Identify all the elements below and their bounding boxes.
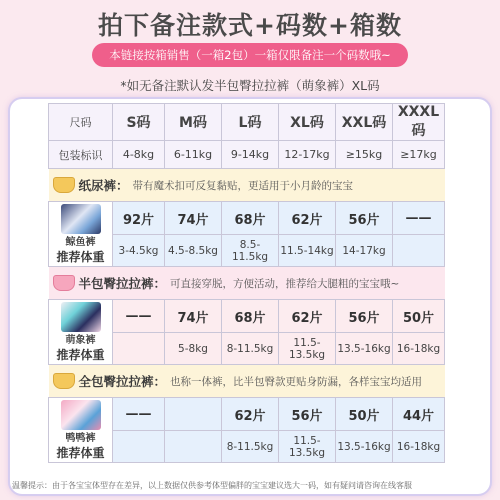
- pack-label: 包装标识: [49, 141, 113, 169]
- pack-value: 9-14kg: [222, 141, 279, 169]
- weight-range: 13.5-16kg: [336, 333, 393, 365]
- size-l: L码: [222, 104, 279, 141]
- piece-count: 62片: [279, 202, 336, 235]
- piece-count: 56片: [336, 202, 393, 235]
- section-header: [49, 365, 445, 398]
- piece-count: ——: [113, 300, 165, 333]
- piece-count: 68片: [222, 300, 279, 333]
- pack-value: 4-8kg: [113, 141, 165, 169]
- weight-range: [393, 235, 445, 267]
- weight-range: 11.5-13.5kg: [279, 431, 336, 463]
- piece-count: 92片: [113, 202, 165, 235]
- weight-range: 8-11.5kg: [222, 333, 279, 365]
- weight-range: 5-8kg: [165, 333, 222, 365]
- weight-range: 13.5-16kg: [336, 431, 393, 463]
- piece-count: 74片: [165, 300, 222, 333]
- recommend-label: 推荐体重: [56, 446, 105, 460]
- diaper-icon: [53, 177, 75, 193]
- pack-value: 12-17kg: [279, 141, 336, 169]
- whale-pants-package-image: [61, 204, 101, 234]
- sales-notice-pill: 本链接按箱销售（一箱2包）一箱仅限备注一个码数哦~: [92, 43, 408, 67]
- pack-value: ≥15kg: [336, 141, 393, 169]
- size-xl: XL码: [279, 104, 336, 141]
- product-cell: [49, 202, 113, 267]
- footer-tip: 温馨提示：由于各宝宝体型存在差异，以上数据仅供参考体型偏胖的宝宝建议选大一码，如有疑问请咨询在线客服: [12, 481, 412, 490]
- section-band: [49, 169, 445, 202]
- size-xxl: XXL码: [336, 104, 393, 141]
- section-title: 纸尿裤：: [78, 178, 129, 193]
- weight-range: [113, 431, 165, 463]
- section-title: 半包臀拉拉裤：: [78, 276, 167, 291]
- piece-count: 74片: [165, 202, 222, 235]
- elephant-pants-package-image: [61, 302, 101, 332]
- product-name: 鸭鸭裤: [65, 433, 96, 444]
- weight-range: 16-18kg: [393, 431, 445, 463]
- section-desc: 带有魔术扣可反复黏贴，更适用于小月龄的宝宝: [132, 179, 354, 192]
- weight-range: 11.5-13.5kg: [279, 333, 336, 365]
- weight-range: 14-17kg: [336, 235, 393, 267]
- page-title: 拍下备注款式+码数+箱数: [98, 11, 402, 40]
- recommend-label: 推荐体重: [56, 348, 105, 362]
- pack-value: 6-11kg: [165, 141, 222, 169]
- weight-range: 16-18kg: [393, 333, 445, 365]
- product-cell: [49, 300, 113, 365]
- piece-count: ——: [393, 202, 445, 235]
- weight-range: 8-11.5kg: [222, 431, 279, 463]
- count-row: [49, 398, 445, 431]
- piece-count: 62片: [279, 300, 336, 333]
- weight-range: [113, 333, 165, 365]
- size-chart-table: [48, 103, 445, 463]
- product-name: 鲸鱼裤: [65, 237, 96, 248]
- section-band: [49, 267, 445, 300]
- count-row: [49, 300, 445, 333]
- piece-count: 44片: [393, 398, 445, 431]
- pack-value: ≥17kg: [393, 141, 445, 169]
- piece-count: 56片: [336, 300, 393, 333]
- piece-count: 50片: [336, 398, 393, 431]
- section-header: [49, 169, 445, 202]
- weight-range: 11.5-14kg: [279, 235, 336, 267]
- piece-count: 50片: [393, 300, 445, 333]
- size-label: 尺码: [49, 104, 113, 141]
- count-row: [49, 202, 445, 235]
- full-pull-up-pants-icon: [53, 373, 75, 389]
- piece-count: ——: [113, 398, 165, 431]
- pull-up-pants-icon: [53, 275, 75, 291]
- size-m: M码: [165, 104, 222, 141]
- pack-label-row: [49, 141, 445, 169]
- piece-count: 62片: [222, 398, 279, 431]
- size-s: S码: [113, 104, 165, 141]
- section-title: 全包臀拉拉裤：: [78, 374, 167, 389]
- piece-count: 56片: [279, 398, 336, 431]
- section-desc: 也称一体裤，比半包臀款更贴身防漏，各样宝宝均适用: [170, 375, 423, 388]
- weight-range: 4.5-8.5kg: [165, 235, 222, 267]
- section-band: [49, 365, 445, 398]
- size-header-row: [49, 104, 445, 141]
- product-cell: [49, 398, 113, 463]
- piece-count: 68片: [222, 202, 279, 235]
- section-desc: 可直接穿脱，方便活动，推荐给大腿粗的宝宝哦~: [170, 277, 400, 290]
- weight-range: 8.5-11.5kg: [222, 235, 279, 267]
- section-header: [49, 267, 445, 300]
- weight-range: [165, 431, 222, 463]
- default-note: *如无备注默认发半包臀拉拉裤（萌象裤）XL码: [120, 78, 380, 93]
- duck-pants-package-image: [61, 400, 101, 430]
- size-xxxl: XXXL码: [393, 104, 445, 141]
- piece-count: [165, 398, 222, 431]
- recommend-label: 推荐体重: [56, 250, 105, 264]
- weight-range: 3-4.5kg: [113, 235, 165, 267]
- product-name: 萌象裤: [65, 335, 96, 346]
